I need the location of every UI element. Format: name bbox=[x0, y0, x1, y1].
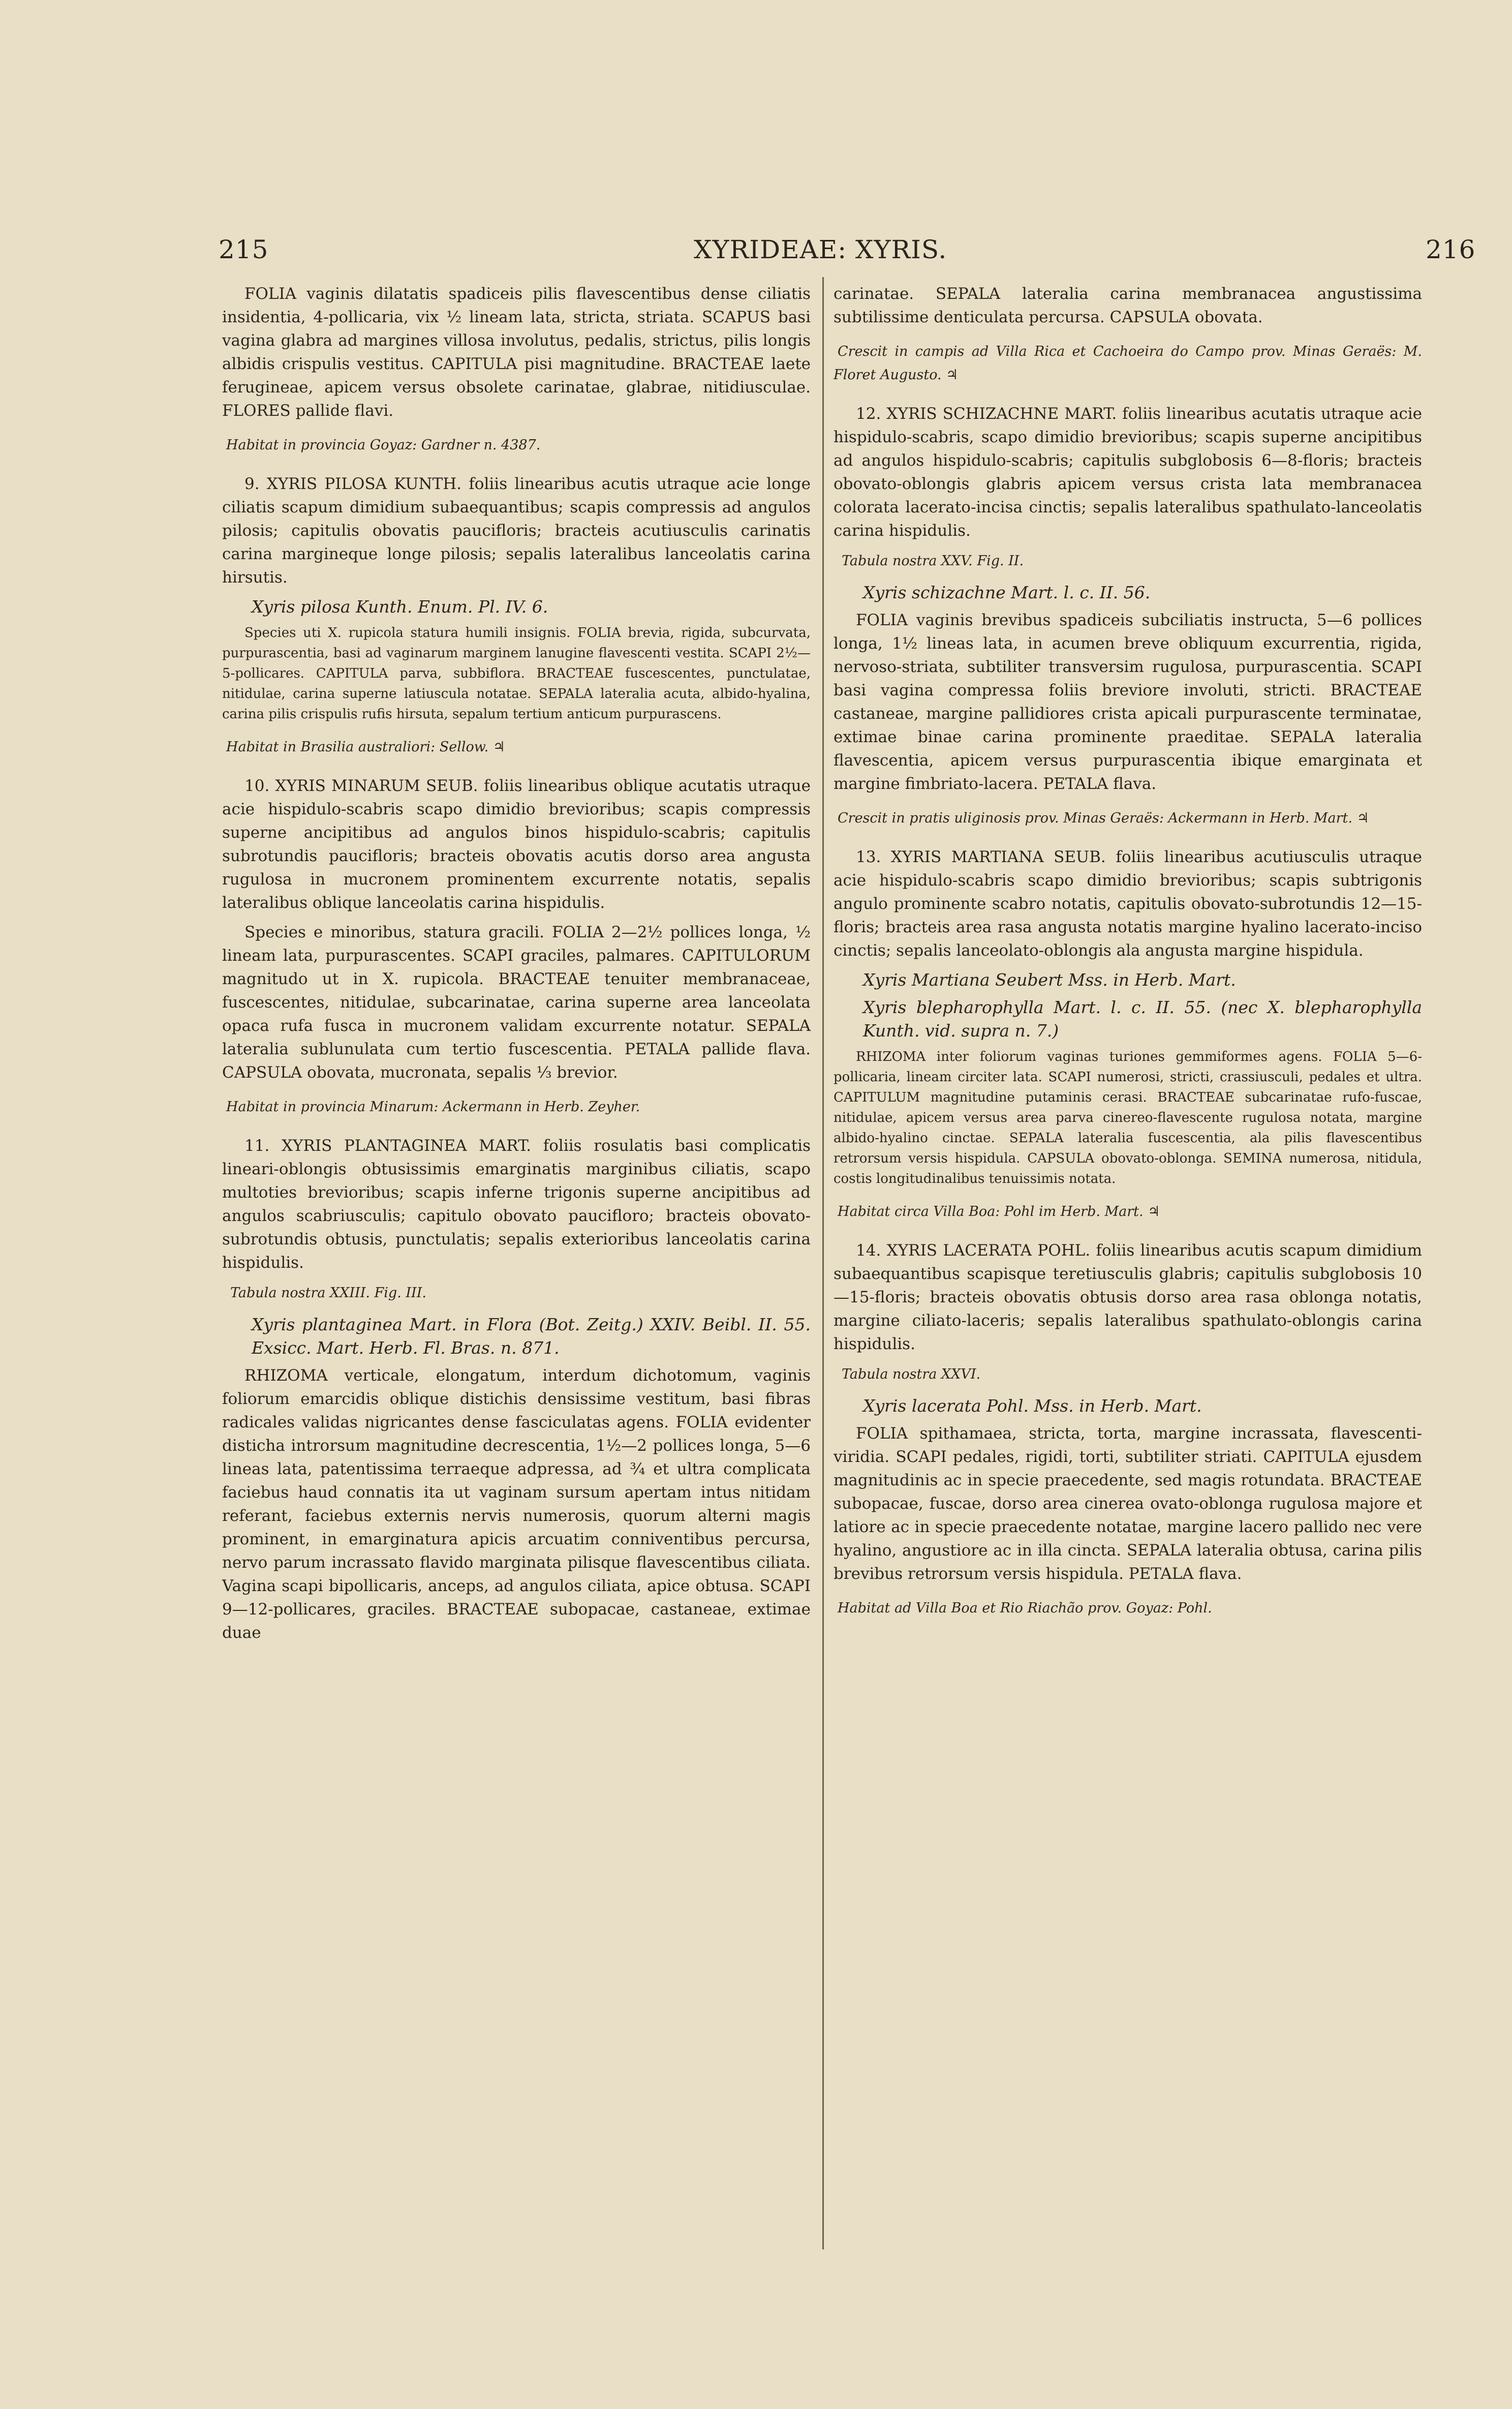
synonym-line: Xyris pilosa Kunth. Enum. Pl. IV. 6. bbox=[252, 597, 548, 617]
description: FOLIA vaginis brevibus spadiceis subciliatis instructa, 5—6 pollices longa, 1½ lineas lata, in acumen breve obliquum excurrentia, rigida, nervoso-striata, subtiliter transversim rugulosa, purpurascentia. SCAPI basi vagina compressa foliis breviore involuti, stricti. BRACTEAE castaneae, margine pallidiores crista apicali purpurascente terminatae, extimae binae carina prominente praeditae. SEPALA lateralia flavescentia, apicem versus purpurascentia ibique emarginata et margine fimbriato-lacera. PETALA flava. bbox=[834, 611, 1422, 793]
description: Species e minoribus, statura gracili. FOLIA 2—2½ pollices longa, ½ lineam lata, purpurascentes. SCAPI graciles, palmares. CAPITULORUM magnitudo ut in X. rupicola. BRACTEAE tenuiter membranaceae, fuscescentes, nitidulae, subcarinatae, carina superne area lanceolata opaca rufa fusca in mucronem validam excurrente notatur. SEPALA lateralia sublunulata cum tertio fuscescentia. PETALA pallide flava. CAPSULA obovata, mucronata, sepalis ⅓ brevior. bbox=[222, 923, 811, 1082]
species-entry-14: 14. XYRIS LACERATA POHL. foliis linearibus acutis scapum dimidium subaequantibus scapisque teretiusculis glabris; capitulis subglobosis 10—15-floris; bracteis obovatis obtusis dorso area rasa oblonga notatis, margine ciliato-laceris; sepalis lateralibus spathulato-oblongis carina hispidulis. bbox=[834, 1241, 1422, 1353]
column-divider bbox=[822, 277, 824, 2249]
left-column bbox=[222, 282, 811, 1651]
species-entry-10: 10. XYRIS MINARUM SEUB. foliis linearibus oblique acutatis utraque acie hispidulo-scabris scapo dimidio brevioribus; scapis compressis superne ancipitibus ad angulos binos hispidulo-scabris; capitulis subrotundis paucifloris; bracteis obovatis acutis dorso area angusta rugulosa in mucronem prominentem excurrente notatis, sepalis lateralibus oblique lanceolatis carina hispidulis. bbox=[222, 777, 811, 912]
plate-reference: Tabula nostra XXV. Fig. II. bbox=[842, 553, 1024, 569]
paragraph: FOLIA vaginis dilatatis spadiceis pilis flavescentibus dense ciliatis insidentia, 4-pollicaria, vix ½ lineam lata, stricta, striata. SCAPUS basi vagina glabra ad margines villosa involutus, pedalis, strictus, pilis longis albidis crispulis vestitus. CAPITULA pisi magnitudine. BRACTEAE laete ferugineae, apicem versus obsolete carinatae, glabrae, nitidiusculae. FLORES pallide flavi. bbox=[222, 285, 811, 420]
page-number-right: 216 bbox=[1426, 235, 1476, 264]
synonym-line: Xyris lacerata Pohl. Mss. in Herb. Mart. bbox=[863, 1396, 1202, 1416]
species-entry-9: 9. XYRIS PILOSA KUNTH. foliis linearibus acutis utraque acie longe ciliatis scapum dimidium subaequantibus; scapis compressis ad angulos pilosis; capitulis obovatis paucifloris; bracteis acutiusculis carinatis carina margineque longe pilosis; sepalis lateralibus lanceolatis carina hirsutis. bbox=[222, 475, 811, 587]
page-number-left: 215 bbox=[219, 235, 269, 264]
synonym-line: Xyris blepharophylla Mart. l. c. II. 55. (nec X. blepharophylla Kunth. vid. supra n. 7.) bbox=[863, 997, 1422, 1041]
synonym-line: Xyris Martiana Seubert Mss. in Herb. Mart. bbox=[863, 970, 1236, 990]
species-entry-12: 12. XYRIS SCHIZACHNE MART. foliis linearibus acutatis utraque acie hispidulo-scabris, scapo dimidio brevioribus; scapis superne ancipitibus ad angulos hispidulo-scabris; capitulis subglobosis 6—8-floris; bracteis obovato-oblongis glabris apicem versus crista lata membranacea colorata lacerato-incisa cinctis; sepalis lateralibus spathulato-lanceolatis carina hispidulis. bbox=[834, 405, 1422, 540]
habitat-line: Habitat in Brasilia australiori: Sellow. ♃ bbox=[226, 739, 506, 755]
habitat-line: Habitat in provincia Goyaz: Gardner n. 4387. bbox=[226, 437, 541, 453]
synonym-line: Xyris schizachne Mart. l. c. II. 56. bbox=[863, 583, 1151, 602]
species-entry-13: 13. XYRIS MARTIANA SEUB. foliis linearibus acutiusculis utraque acie hispidulo-scabris scapo dimidio brevioribus; scapis subtrigonis angulo prominente scabro notatis, capitulis obovato-subrotundis 12—15-floris; bracteis area rasa angusta notatis margine hyalino lacerato-inciso cinctis; sepalis lanceolato-oblongis ala angusta margine hispidula. bbox=[834, 848, 1422, 960]
habitat-line: Habitat ad Villa Boa et Rio Riachão prov. Goyaz: Pohl. bbox=[838, 1600, 1212, 1616]
right-column bbox=[834, 282, 1422, 1635]
habitat-line: Habitat in provincia Minarum: Ackermann in Herb. Zeyher. bbox=[226, 1099, 640, 1115]
paragraph: carinatae. SEPALA lateralia carina membranacea angustissima subtilissime denticulata percursa. CAPSULA obovata. bbox=[834, 285, 1422, 326]
description: FOLIA spithamaea, stricta, torta, margine incrassata, flavescenti-viridia. SCAPI pedales, rigidi, torti, subtiliter striati. CAPITULA ejusdem magnitudinis ac in specie praecedente, sed magis rotundata. BRACTEAE subopacae, fuscae, dorso area cinerea ovato-oblonga rugulosa majore et latiore ac in specie praecedente notatae, margine lacero pallido nec vere hyalino, angustiore ac in illa cincta. SEPALA lateralia obtusa, carina pilis brevibus retrorsum versis hispidula. PETALA flava. bbox=[834, 1424, 1422, 1583]
synonym-line: Xyris plantaginea Mart. in Flora (Bot. Zeitg.) XXIV. Beibl. II. 55. Exsicc. Mart. Herb. Fl. Bras. n. 871. bbox=[252, 1315, 811, 1358]
habitat-line: Crescit in pratis uliginosis prov. Minas Geraës: Ackermann in Herb. Mart. ♃ bbox=[838, 810, 1369, 826]
description-small: Species uti X. rupicola statura humili insignis. FOLIA brevia, rigida, subcurvata, purpurascentia, basi ad vaginarum marginem lanugine flavescenti vestita. SCAPI 2½—5-pollicares. CAPITULA parva, subbiflora. BRACTEAE fuscescentes, punctulatae, nitidulae, carina superne latiuscula notatae. SEPALA lateralia acuta, albido-hyalina, carina pilis crispulis rufis hirsuta, sepalum tertium anticum purpurascens. bbox=[222, 625, 811, 722]
description-small: RHIZOMA inter foliorum vaginas turiones gemmiformes agens. FOLIA 5—6-pollicaria, lineam circiter lata. SCAPI numerosi, stricti, crassiusculi, pedales et ultra. CAPITULUM magnitudine putaminis cerasi. BRACTEAE subcarinatae rufo-fuscae, nitidulae, apicem versus area parva cinereo-flavescente rugulosa notata, margine albido-hyalino cinctae. SEPALA lateralia fuscescentia, ala pilis flavescentibus retrorsum versis hispidula. CAPSULA obovato-oblonga. SEMINA numerosa, nitidula, costis longitudinalibus tenuissimis notata. bbox=[834, 1049, 1422, 1186]
plate-reference: Tabula nostra XXIII. Fig. III. bbox=[230, 1285, 426, 1301]
habitat-line: Habitat circa Villa Boa: Pohl im Herb. Mart. ♃ bbox=[838, 1204, 1160, 1219]
habitat-line: Crescit in campis ad Villa Rica et Cachoeira do Campo prov. Minas Geraës: M. Floret Augusto. ♃ bbox=[834, 344, 1422, 383]
plate-reference: Tabula nostra XXVI. bbox=[842, 1366, 981, 1382]
species-entry-11: 11. XYRIS PLANTAGINEA MART. foliis rosulatis basi complicatis lineari-oblongis obtusissimis emarginatis marginibus ciliatis, scapo multoties brevioribus; scapis inferne trigonis superne ancipitibus ad angulos scabriusculis; capitulo obovato paucifloro; bracteis obovato-subrotundis obtusis, punctulatis; sepalis exterioribus lanceolatis carina hispidulis. bbox=[222, 1137, 811, 1272]
description: RHIZOMA verticale, elongatum, interdum dichotomum, vaginis foliorum emarcidis oblique distichis densissime vestitum, basi fibras radicales validas nigricantes dense fasciculatas agens. FOLIA evidenter disticha introrsum magnitudine decrescentia, 1½—2 pollices longa, 5—6 lineas lata, patentissima terraeque adpressa, ad ¾ et ultra complicata faciebus haud connatis ita ut vaginam sursum apertam intus nitidam referant, faciebus externis nervis numerosis, quorum alterni magis prominent, in emarginatura apicis arcuatim conniventibus percursa, nervo parum incrassato flavido marginata pilisque flavescentibus ciliata. Vagina scapi bipollicaris, anceps, ad angulos ciliata, apice obtusa. SCAPI 9—12-pollicares, graciles. BRACTEAE subopacae, castaneae, extimae duae bbox=[222, 1366, 811, 1642]
running-title: XYRIDEAE: XYRIS. bbox=[694, 235, 947, 264]
